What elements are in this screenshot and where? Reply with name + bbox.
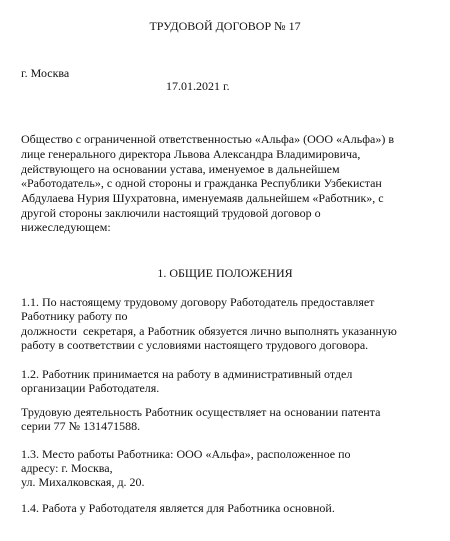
clause-line: ул. Михалковская, д. 20. <box>21 475 145 489</box>
clause-line: 1.3. Место работы Работника: ООО «Альфа», расположенное по <box>21 447 351 461</box>
clause-line: Работнику работу по <box>21 309 128 323</box>
preamble-line: другой стороны заключили настоящий трудовой договор о <box>21 206 321 220</box>
preamble-line: действующего на основании устава, именуемое в дальнейшем <box>21 162 340 176</box>
clause-line: должности секретаря, а Работник обязуется лично выполнять указанную <box>21 324 397 338</box>
document-city: г. Москва <box>21 66 70 80</box>
clause-line: 1.2. Работник принимается на работу в административный отдел <box>21 367 353 381</box>
clause-line: работу в соответствии с условиями настоящего трудового договора. <box>21 338 369 352</box>
clause-line: 1.1. По настоящему трудовому договору Работодатель предоставляет <box>21 295 375 309</box>
section-heading: 1. ОБЩИЕ ПОЛОЖЕНИЯ <box>157 266 293 280</box>
document-date: 17.01.2021 г. <box>166 79 230 93</box>
clause-line: серии 77 № 131471588. <box>21 419 141 433</box>
preamble-line: Абдулаева Нурия Шухратовна, именуемаяв дальнейшем «Работник», с <box>21 191 384 205</box>
preamble-line: лице генерального директора Львова Александра Владимировича, <box>21 147 361 161</box>
clause-line: 1.4. Работа у Работодателя является для Работника основной. <box>21 501 335 515</box>
clause-line: адресу: г. Москва, <box>21 461 113 475</box>
preamble-line: «Работодатель», с одной стороны и гражданка Республики Узбекистан <box>21 176 382 190</box>
preamble-line: Общество с ограниченной ответственностью «Альфа» (ООО «Альфа») в <box>21 132 394 146</box>
document-title: ТРУДОВОЙ ДОГОВОР № 17 <box>149 19 301 33</box>
clause-line: организации Работодателя. <box>21 381 160 395</box>
clause-line: Трудовую деятельность Работник осуществляет на основании патента <box>21 405 381 419</box>
preamble-line: нижеследующем: <box>21 220 111 234</box>
